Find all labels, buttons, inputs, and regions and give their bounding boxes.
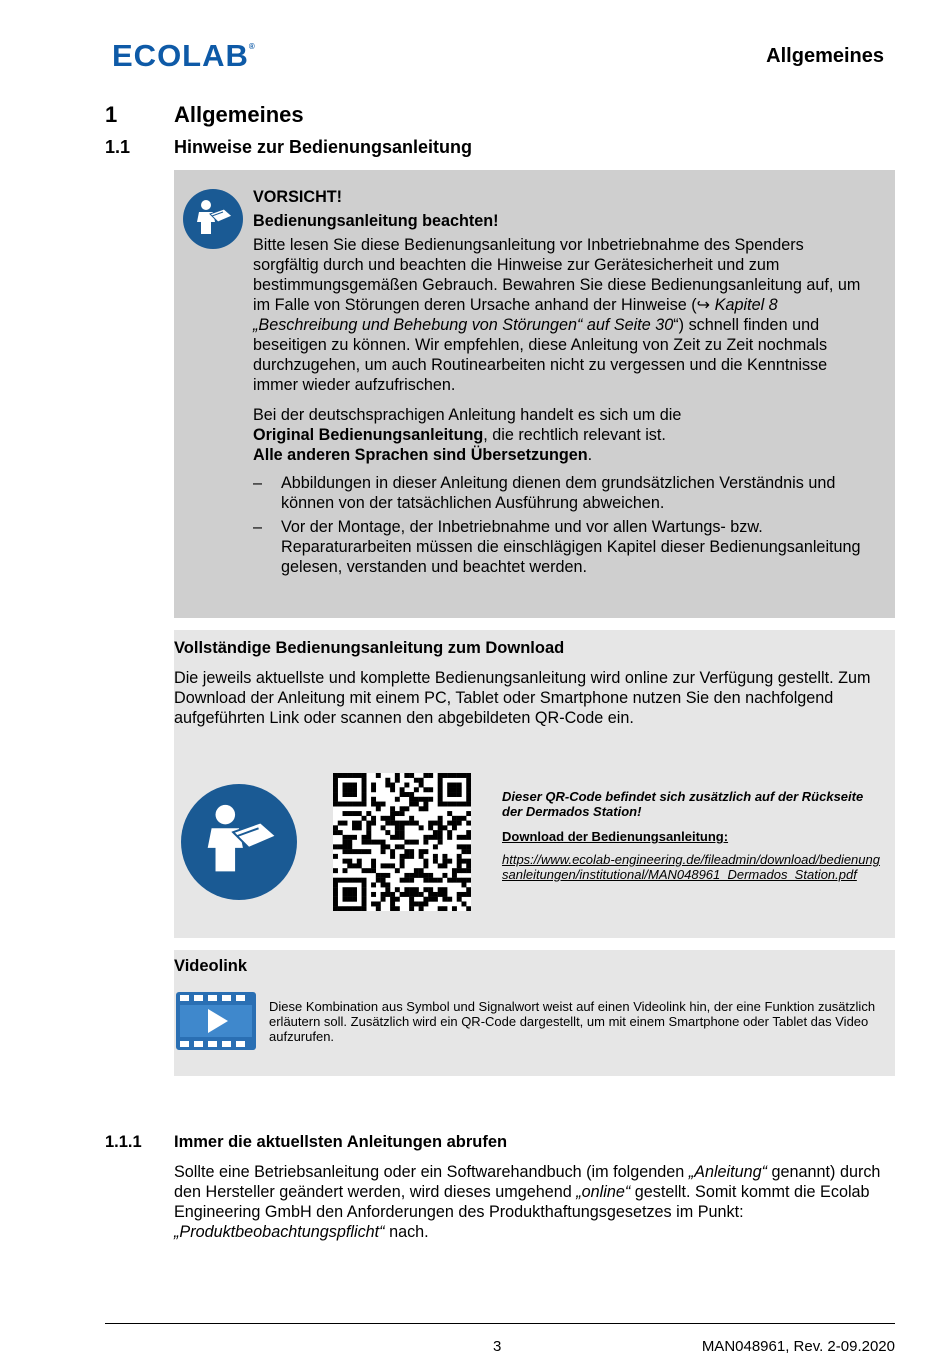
document-reference: MAN048961, Rev. 2-09.2020 — [701, 1338, 895, 1355]
read-manual-icon — [183, 189, 243, 249]
download-text: Die jeweils aktuellste und komplette Bedienungsanleitung wird online zur Verfügung gestellt. Zum Download der Anleitung mit einem PC, Tablet oder Smartphone nutzen Sie den nachfolgend aufgeführten Link oder scannen den abgebildeten QR-Code ein. — [174, 669, 871, 727]
heading3-title: Immer die aktuellsten Anleitungen abrufen — [174, 1133, 508, 1151]
heading1-number: 1 — [105, 102, 118, 127]
download-label: Download der Bedienungsanleitung: — [502, 829, 729, 844]
arrow-link-icon: ↪ — [696, 296, 715, 314]
qr-code[interactable] — [333, 773, 471, 911]
video-title: Videolink — [174, 957, 248, 975]
caution-subtitle: Bedienungsanleitung beachten! — [253, 212, 499, 230]
chapter-link[interactable]: Kapitel 8 „Beschreibung und Behebung von Störungen“ auf Seite 30 — [253, 296, 778, 334]
read-manual-large-icon — [181, 784, 297, 900]
heading1-title: Allgemeines — [174, 102, 304, 127]
caution-para1: Bitte lesen Sie diese Bedienungsanleitung vor Inbetriebnahme des Spenders sorgfältig durch und beachten die Hinweise zur Gerätesicherheit und zum bestimmungsgemäßen Gebrauch. Bewahren Sie diese Bedienungsanleitung auf, um im Falle von Störungen deren Ursache anhand der Hinweise (↪ Kapitel 8 „Beschreibung und Behebung von Störungen“ auf Seite 30“) schnell finden und beseitigen zu können. Wir empfehlen, diese Anleitung von Zeit zu Zeit nochmals durchzugehen, um auch Routinearbeiten nicht zu vergessen und die Kenntnisse immer wieder aufzufrischen. — [253, 236, 861, 394]
heading2-title: Hinweise zur Bedienungsanleitung — [174, 137, 473, 157]
caution-bullets — [253, 473, 873, 577]
heading3-number: 1.1.1 — [105, 1133, 142, 1151]
ecolab-logo: ECOLAB® — [112, 38, 256, 73]
video-text: Diese Kombination aus Symbol und Signalwort weist auf einen Videolink hin, der eine Funktion zusätzlich erläutern soll. Zusätzlich wird ein QR-Code dargestellt, um mit einem Smartphone oder Tablet das Video aufzurufen. — [269, 999, 876, 1044]
video-play-icon — [176, 992, 256, 1050]
page-number: 3 — [493, 1338, 502, 1355]
list-item: – Vor der Montage, der Inbetriebnahme und vor allen Wartungs- bzw. Reparaturarbeiten müssen die einschlägigen Kapitel dieser Bedienungsanleitung gelesen, verstanden und beachtet werden. — [253, 518, 861, 576]
footer-divider — [105, 1323, 895, 1324]
download-note — [502, 789, 882, 882]
section3-paragraph: Sollte eine Betriebsanleitung oder ein Softwarehandbuch (im folgenden „Anleitung“ genannt) durch den Hersteller geändert werden, wird dieses umgehend „online“ gestellt. Somit kommt die Ecolab Engineering GmbH den Anforderungen des Produkthaftungsgesetzes im Punkt: „Produktbeobachtungspflicht“ nach. — [174, 1163, 881, 1241]
heading2-number: 1.1 — [105, 137, 131, 157]
list-item: – Abbildungen in dieser Anleitung dienen dem grundsätzlichen Verständnis und können von der tatsächlichen Ausführung abweichen. — [253, 474, 836, 512]
qr-note: Dieser QR-Code befindet sich zusätzlich auf der Rückseite der Dermados Station! — [502, 789, 864, 819]
header-section-title: Allgemeines — [766, 45, 884, 67]
caution-signal: VORSICHT! — [253, 188, 343, 206]
caution-text — [253, 187, 873, 581]
download-title: Vollständige Bedienungsanleitung zum Download — [174, 639, 565, 657]
caution-para2: Bei der deutschsprachigen Anleitung handelt es sich um die Original Bedienungsanleitung, die rechtlich relevant ist. Alle anderen Sprachen sind Übersetzungen. — [253, 406, 682, 464]
download-url-link[interactable]: https://www.ecolab-engineering.de/fileadmin/download/bedienungsanleitungen/institutional/MAN048961_Dermados_Station.pdf — [502, 852, 880, 882]
